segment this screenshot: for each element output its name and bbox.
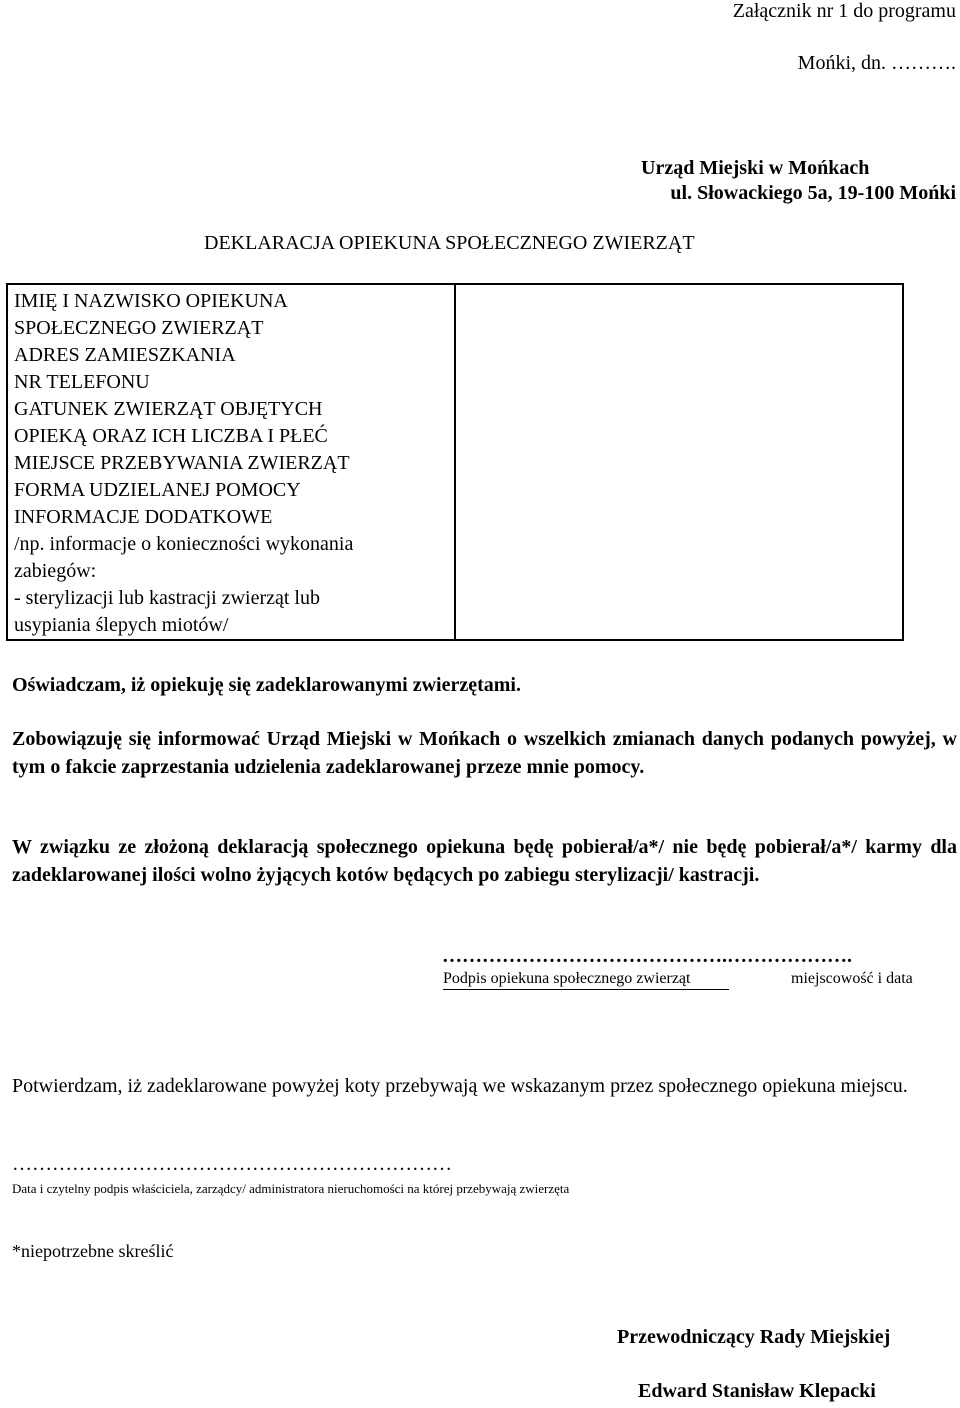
form-answer-cell[interactable] — [455, 284, 903, 640]
form-label: NR TELEFONU — [14, 371, 150, 393]
form-label: MIEJSCE PRZEBYWANIA ZWIERZĄT — [14, 452, 350, 474]
confirmation-text: Potwierdzam, iż zadeklarowane powyżej koty przebywają we wskazanym przez społecznego opiekuna miejscu. — [12, 1075, 908, 1097]
owner-signature-dots: ………………………………………………………… — [12, 1153, 452, 1175]
office-address: ul. Słowackiego 5a, 19-100 Mońki — [670, 182, 956, 204]
form-label: usypiania ślepych miotów/ — [14, 614, 229, 636]
food-statement: W związku ze złożoną deklaracją społecznego opiekuna będę pobierał/a*/ nie będę pobierał/a*/ karmy dla zadeklarowanej ilości wolno żyjących kotów będących po zabiegu sterylizacji/ kastracji. — [12, 836, 957, 886]
form-label: INFORMACJE DODATKOWE — [14, 506, 273, 528]
form-label: OPIEKĄ ORAZ ICH LICZBA I PŁEĆ — [14, 425, 328, 447]
obligation-statement: Zobowiązuję się informować Urząd Miejski w Mońkach o wszelkich zmianach danych podanych powyżej, w tym o fakcie zaprzestania udzielenia zadeklarowanej przeze mnie pomocy. — [12, 728, 957, 778]
signature-line — [443, 989, 729, 990]
attachment-label: Załącznik nr 1 do programu — [732, 0, 956, 22]
form-label: - sterylizacji lub kastracji zwierząt lub — [14, 587, 320, 609]
office-name: Urząd Miejski w Mońkach — [641, 157, 870, 179]
place-date-label: miejscowość i data — [791, 970, 913, 987]
form-label: SPOŁECZNEGO ZWIERZĄT — [14, 317, 264, 339]
document-title: DEKLARACJA OPIEKUNA SPOŁECZNEGO ZWIERZĄT — [204, 232, 695, 254]
form-label: GATUNEK ZWIERZĄT OBJĘTYCH — [14, 398, 323, 420]
declaration-form-table — [6, 283, 904, 641]
declare-statement: Oświadczam, iż opiekuję się zadeklarowanymi zwierzętami. — [12, 674, 521, 696]
signature-dots: …………………………………….………………. — [442, 945, 852, 967]
form-label: IMIĘ I NAZWISKO OPIEKUNA — [14, 290, 288, 312]
form-label: /np. informacje o konieczności wykonania — [14, 533, 354, 555]
chair-title: Przewodniczący Rady Miejskiej — [617, 1326, 891, 1348]
chair-name: Edward Stanisław Klepacki — [638, 1380, 876, 1402]
form-label: zabiegów: — [14, 560, 97, 582]
owner-signature-label: Data i czytelny podpis właściciela, zarządcy/ administratora nieruchomości na której przebywają zwierzęta — [12, 1181, 570, 1196]
footnote: *niepotrzebne skreślić — [12, 1241, 174, 1261]
place-date: Mońki, dn. ………. — [797, 52, 956, 74]
form-label: FORMA UDZIELANEJ POMOCY — [14, 479, 301, 501]
form-labels-cell — [7, 284, 455, 640]
guardian-signature-label: Podpis opiekuna społecznego zwierząt — [443, 970, 691, 987]
form-label: ADRES ZAMIESZKANIA — [14, 344, 236, 366]
